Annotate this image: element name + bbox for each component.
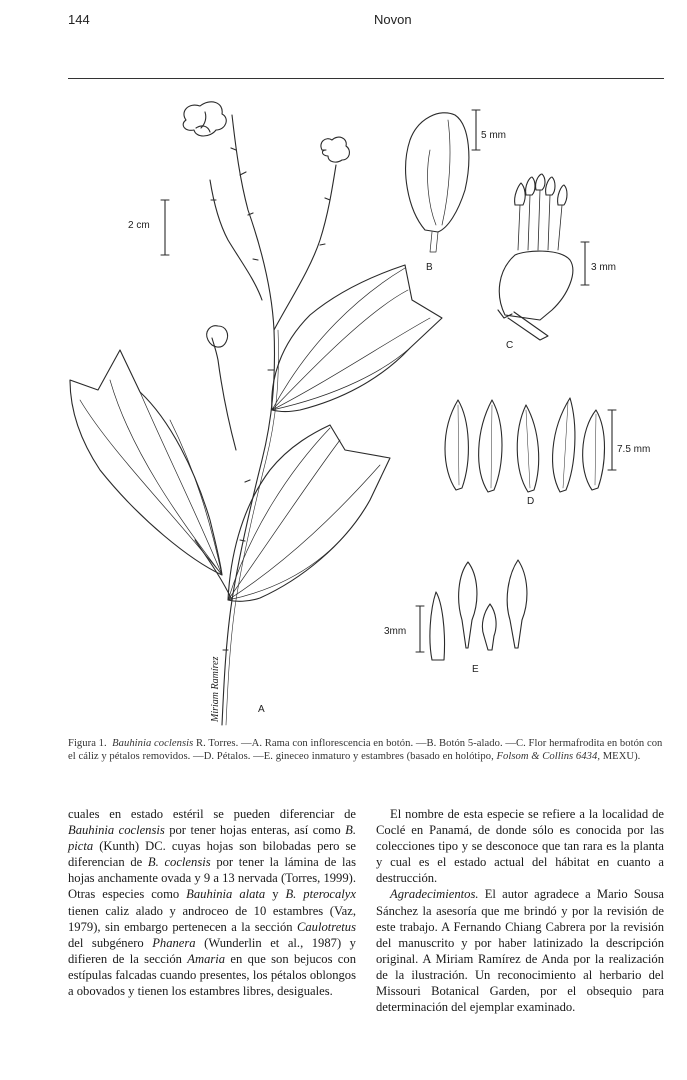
- text-run: y: [265, 887, 286, 902]
- text-run: en que son bejucos con estípulas falcadas cuando presentes, los pétalos oblongos a obovados y tienen los estambres libres, desiguales.: [68, 951, 356, 999]
- figure-d-petal-1: [445, 400, 468, 490]
- leaf-upper-right: [272, 265, 442, 412]
- caption-text: R. Torres. —A. Rama con inflorescencia en botón. —B. Botón 5-alado. —C. Flor hermafrodita en botón con el cáliz y pétalos removidos. —D. Pétalos. —E. gineceo inmaturo y estambres (basado en holótipo,: [68, 738, 663, 762]
- subgenus-name: Phanera: [152, 935, 196, 950]
- caption-text-end: MEXU).: [600, 750, 641, 762]
- botanical-illustration: [0, 85, 687, 735]
- acknowledgements-heading: Agradecimientos.: [390, 887, 479, 902]
- body-column-right: [376, 806, 664, 1015]
- caption-species: Bauhinia coclensis: [112, 738, 194, 749]
- text-run: tienen caliz alado y androceo de 10 estambres (Vaz, 1979), sin embargo pertenecen a la sección: [68, 903, 356, 934]
- scale-label-b: 5 mm: [481, 130, 506, 141]
- scale-label-c: 3 mm: [591, 262, 616, 273]
- figure-c-flower: [499, 251, 573, 320]
- body-column-left: [68, 806, 356, 999]
- journal-name: Novon: [374, 12, 412, 27]
- acknowledgements-paragraph: [376, 886, 664, 1015]
- figure-e-stamen-2: [482, 604, 496, 650]
- text-run: (Wunderlin et al., 1987) y difieren de la sección: [68, 935, 356, 966]
- illustrator-signature: Miriam Ramírez: [210, 656, 221, 722]
- scale-label-d: 7.5 mm: [617, 444, 651, 455]
- figure-e-gynoecium: [430, 592, 445, 660]
- figure-b-bud: [406, 113, 469, 232]
- figure-e-stamen-1: [459, 562, 477, 648]
- body-paragraph: El nombre de esta especie se refiere a la localidad de Coclé en Panamá, de donde sólo es conocida por las colecciones tipo y se desconoce que tan rara es la planta y cual es el estado actual del hábitat en cuanto a destrucción.: [376, 807, 664, 886]
- figure-e-stamen-3: [507, 560, 527, 648]
- text-run: (Kunth) DC. cuyas hojas son bilobadas pero se diferencian de: [68, 839, 356, 870]
- figure-label-c: C: [506, 340, 514, 351]
- figure-label-a: A: [258, 704, 265, 715]
- figure-label-e: E: [472, 664, 479, 675]
- scale-label-e: 3mm: [384, 626, 407, 637]
- scale-label-a: 2 cm: [128, 220, 150, 231]
- main-stem: [222, 115, 275, 725]
- species-name: Bauhinia coclensis: [68, 823, 165, 838]
- figure-label-b: B: [426, 262, 433, 273]
- caption-collector: Folsom & Collins 6434,: [496, 750, 601, 762]
- figure-label-d: D: [527, 496, 535, 507]
- text-run: El autor agradece a Mario Sousa Sánchez la asesoría que me brindó y por la revisión de este trabajo. A Fernando Chiang Cabrera por la revisión del manuscrito y por haber latinizado la descripción original. A Miriam Ramírez de Anda por la realización de la ilustración. Un reconocimiento al herbario del Missouri Botanical Garden, por el obsequio para determinación del ejemplar examinado.: [376, 887, 664, 1015]
- text-run: por tener hojas enteras, así como: [164, 823, 346, 838]
- species-name: B. picta: [68, 823, 356, 854]
- figure-d-petal-2: [479, 400, 502, 492]
- species-name: B. coclensis: [147, 855, 211, 870]
- section-name: Caulotretus: [296, 919, 356, 934]
- species-name: Bauhinia alata: [186, 887, 266, 902]
- page-number: 144: [68, 12, 90, 27]
- text-run: por tener la lámina de las hojas anchamente ovada y 9 a 13 nervada (Torres, 1999). Otras especies como: [68, 855, 356, 902]
- caption-prefix: Figura 1.: [68, 738, 107, 749]
- species-name: B. pterocalyx: [285, 887, 356, 902]
- figure-caption: [68, 738, 664, 763]
- header-rule: [68, 78, 664, 79]
- figure-d-petal-5: [583, 410, 605, 490]
- body-paragraph: [68, 806, 356, 999]
- text-run: cuales en estado estéril se pueden diferenciar de: [68, 807, 356, 821]
- section-name: Amaria: [187, 951, 226, 966]
- text-run: del subgénero: [68, 935, 153, 950]
